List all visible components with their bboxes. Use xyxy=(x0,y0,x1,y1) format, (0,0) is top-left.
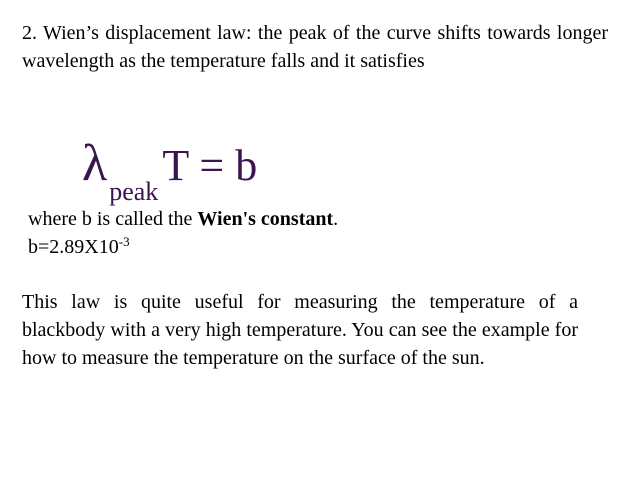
constant-base: b=2.89X10 xyxy=(28,236,119,258)
lambda-symbol: λ xyxy=(82,135,108,192)
wien-constant-definition xyxy=(28,206,338,232)
formula-rhs: T = b xyxy=(162,141,258,190)
wien-constant-value xyxy=(28,234,130,260)
usage-paragraph: This law is quite useful for measuring the temperature of a blackbody with a very high temperature. You can see the example for how to measure the temperature on the surface of the sun. xyxy=(22,291,578,369)
intro-paragraph: 2. Wien’s displacement law: the peak of the curve shifts towards longer wavelength as the temperature falls and it satisfies xyxy=(22,22,608,72)
peak-subscript: peak xyxy=(109,177,159,206)
wien-formula xyxy=(82,132,258,206)
constant-exponent: -3 xyxy=(118,234,130,249)
definition-suffix: . xyxy=(333,208,339,230)
definition-prefix: where b is called the xyxy=(28,208,198,230)
wien-constant-term: Wien's constant xyxy=(197,208,334,230)
